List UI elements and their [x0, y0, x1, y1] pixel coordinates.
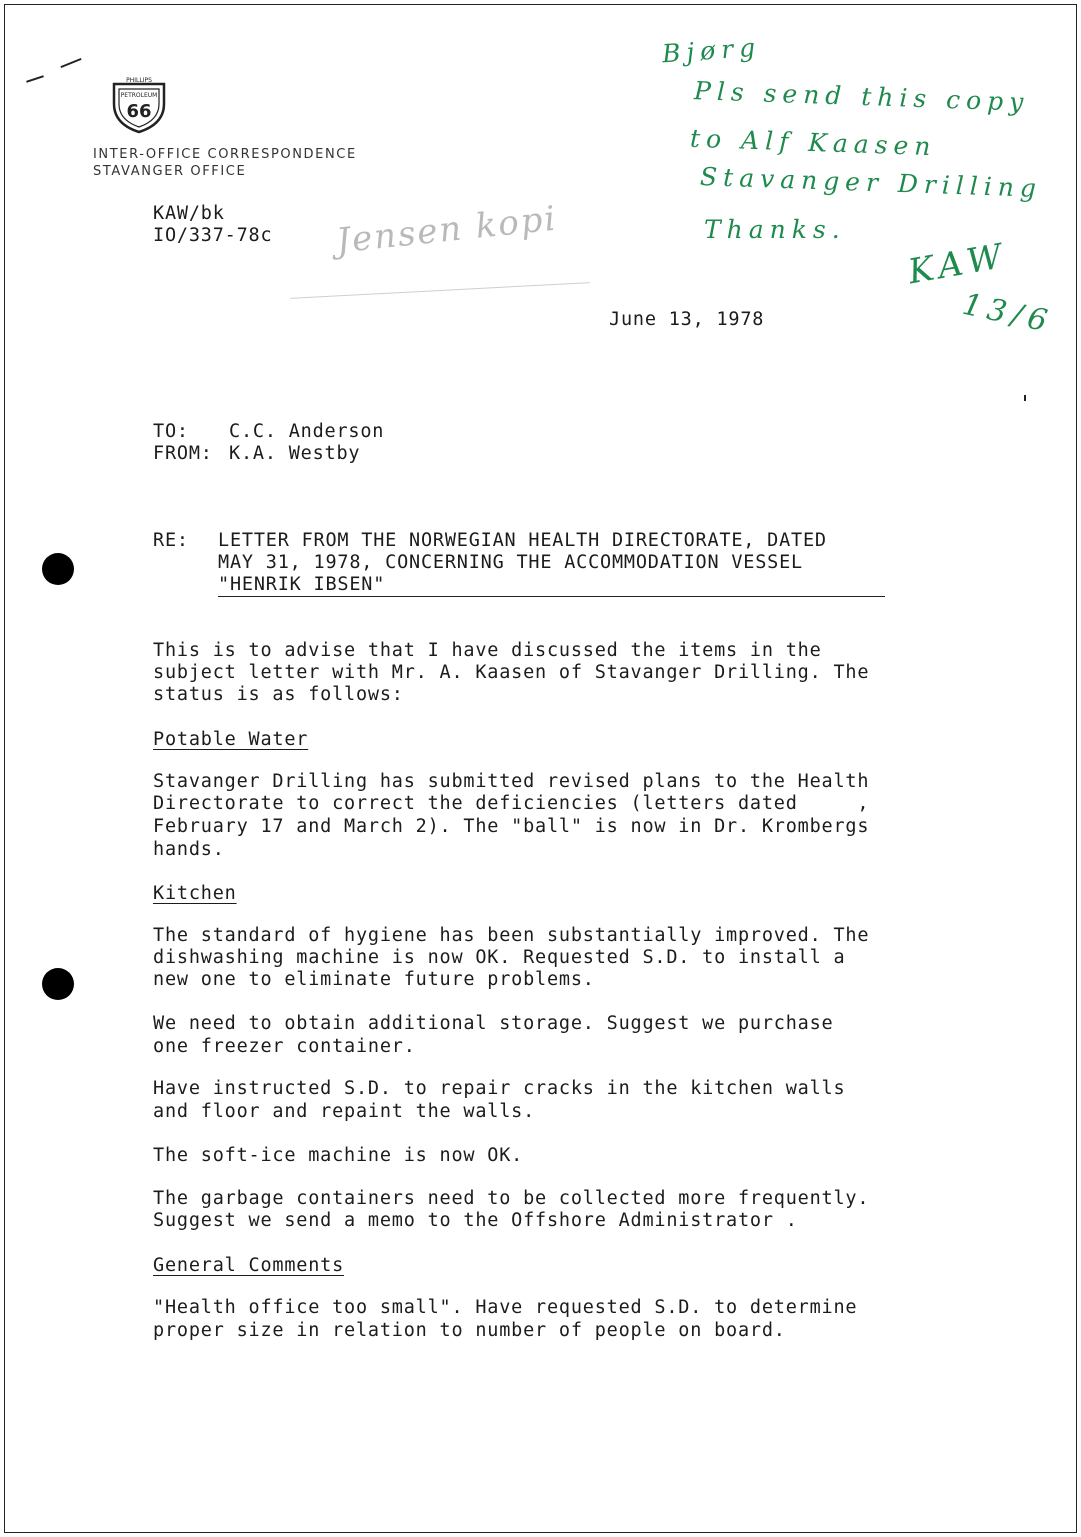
potable-water-line-2: Directorate to correct the deficiencies (letters dated ,	[153, 793, 870, 814]
kitchen-para5-line-2: Suggest we send a memo to the Offshore Administrator .	[153, 1210, 798, 1231]
from-label: FROM:	[153, 443, 213, 464]
section-heading-general-comments: General Comments	[153, 1255, 345, 1276]
svg-text:PHILLIPS: PHILLIPS	[126, 77, 152, 84]
scan-speck	[1024, 395, 1026, 401]
intro-line-2: subject letter with Mr. A. Kaasen of Stavanger Drilling. The	[153, 662, 870, 683]
to-label: TO:	[153, 421, 189, 442]
kitchen-para5-line-1: The garbage containers need to be collected more frequently.	[153, 1188, 870, 1209]
letterhead-line-1: INTER-OFFICE CORRESPONDENCE	[93, 147, 357, 162]
handwritten-line-1: Bjørg	[661, 32, 763, 69]
memo-date: June 13, 1978	[609, 309, 765, 330]
handwritten-initials: KAW	[905, 235, 1011, 293]
svg-text:PETROLEUM: PETROLEUM	[120, 92, 158, 99]
section-heading-potable-water: Potable Water	[153, 729, 309, 750]
potable-water-line-4: hands.	[153, 839, 225, 860]
intro-line-1: This is to advise that I have discussed the items in the	[153, 640, 822, 661]
letterhead-line-2: STAVANGER OFFICE	[93, 164, 247, 179]
kitchen-para3-line-2: and floor and repaint the walls.	[153, 1101, 536, 1122]
handwritten-date: 13/6	[959, 286, 1057, 341]
reference-initials: KAW/bk	[153, 203, 225, 224]
re-label: RE:	[153, 530, 189, 551]
general-comments-line-2: proper size in relation to number of people on board.	[153, 1320, 786, 1341]
re-line-3: "HENRIK IBSEN"	[218, 574, 386, 595]
re-line-2: MAY 31, 1978, CONCERNING THE ACCOMMODATION VESSEL	[218, 552, 803, 573]
kitchen-para4: The soft-ice machine is now OK.	[153, 1145, 524, 1166]
handwritten-line-3: to Alf Kaasen	[689, 123, 937, 162]
kitchen-para2-line-2: one freezer container.	[153, 1036, 416, 1057]
general-comments-line-1: "Health office too small". Have requested S.D. to determine	[153, 1297, 858, 1318]
svg-text:66: 66	[126, 101, 152, 122]
kitchen-para1-line-1: The standard of hygiene has been substantially improved. The	[153, 925, 870, 946]
pencil-note: Jensen kopi	[334, 198, 560, 262]
from-name: K.A. Westby	[229, 443, 361, 464]
potable-water-line-1: Stavanger Drilling has submitted revised plans to the Health	[153, 771, 870, 792]
to-name: C.C. Anderson	[229, 421, 385, 442]
punch-hole	[42, 553, 74, 585]
kitchen-para1-line-2: dishwashing machine is now OK. Requested S.D. to install a	[153, 947, 846, 968]
re-line-1: LETTER FROM THE NORWEGIAN HEALTH DIRECTORATE, DATED	[218, 530, 827, 551]
handwritten-line-5: Thanks.	[704, 215, 846, 244]
handwritten-line-4: Stavanger Drilling	[699, 162, 1043, 203]
kitchen-para2-line-1: We need to obtain additional storage. Suggest we purchase	[153, 1013, 834, 1034]
punch-hole	[42, 968, 74, 1000]
potable-water-line-3: February 17 and March 2). The "ball" is now in Dr. Krombergs	[153, 816, 870, 837]
intro-line-3: status is as follows:	[153, 684, 404, 705]
kitchen-para3-line-1: Have instructed S.D. to repair cracks in the kitchen walls	[153, 1078, 846, 1099]
kitchen-para1-line-3: new one to eliminate future problems.	[153, 969, 595, 990]
reference-file-number: IO/337-78c	[153, 225, 273, 246]
phillips-66-logo	[108, 74, 170, 134]
re-underline	[218, 596, 885, 597]
section-heading-kitchen: Kitchen	[153, 883, 237, 904]
handwritten-line-2: Pls send this copy	[693, 76, 1030, 117]
